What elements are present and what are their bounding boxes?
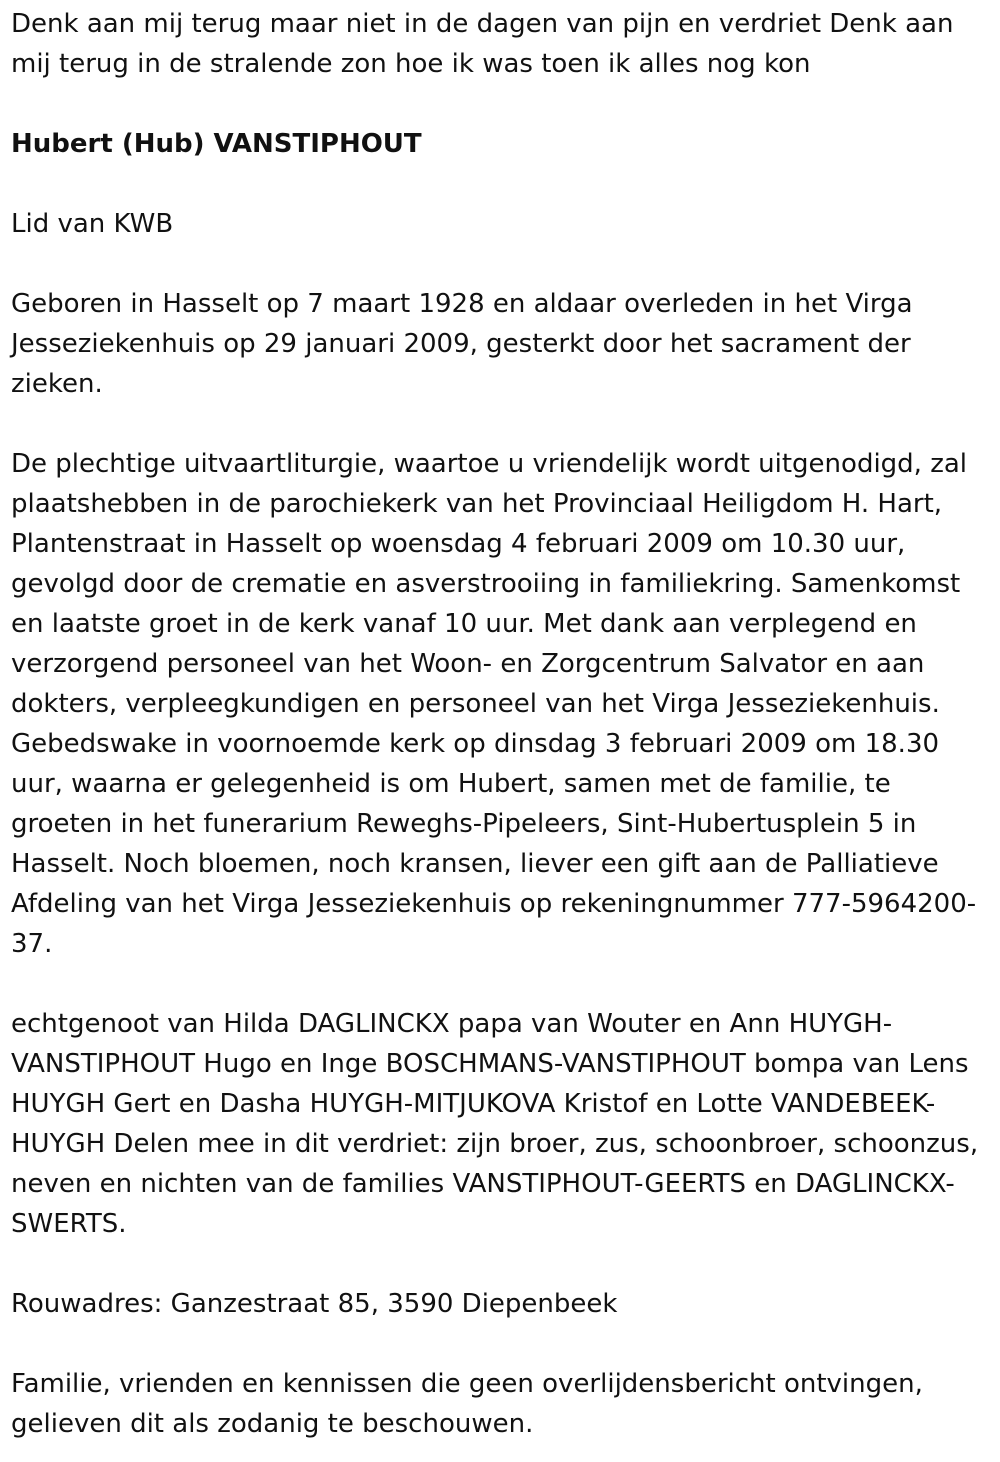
birth-death-paragraph: Geboren in Hasselt op 7 maart 1928 en aldaar overleden in het Virga Jesseziekenhuis op 29 januari 2009, gesterkt door het sacrament der zieken. [11, 289, 913, 399]
deceased-name: Hubert (Hub) VANSTIPHOUT [11, 129, 422, 159]
obituary-document [11, 4, 986, 1444]
family-paragraph: echtgenoot van Hilda DAGLINCKX papa van Wouter en Ann HUYGH-VANSTIPHOUT Hugo en Inge BOSCHMANS-VANSTIPHOUT bompa van Lens HUYGH Gert en Dasha HUYGH-MITJUKOVA Kristof en Lotte VANDEBEEK-HUYGH Delen mee in dit verdriet: zijn broer, zus, schoonbroer, schoonzus, neven en nichten van de families VANSTIPHOUT-GEERTS en DAGLINCKX-SWERTS. [11, 1009, 979, 1239]
funeral-details-paragraph: De plechtige uitvaartliturgie, waartoe u vriendelijk wordt uitgenodigd, zal plaatshebben in de parochiekerk van het Provinciaal Heiligdom H. Hart, Plantenstraat in Hasselt op woensdag 4 februari 2009 om 10.30 uur, gevolgd door de crematie en asverstrooiing in familiekring. Samenkomst en laatste groet in de kerk vanaf 10 uur. Met dank aan verplegend en verzorgend personeel van het Woon- en Zorgcentrum Salvator en aan dokters, verpleegkundigen en personeel van het Virga Jesseziekenhuis. Gebedswake in voornoemde kerk op dinsdag 3 februari 2009 om 18.30 uur, waarna er gelegenheid is om Hubert, samen met de familie, te groeten in het funerarium Reweghs-Pipeleers, Sint-Hubertusplein 5 in Hasselt. Noch bloemen, noch kransen, liever een gift aan de Palliatieve Afdeling van het Virga Jesseziekenhuis op rekeningnummer 777-5964200-37. [11, 449, 977, 959]
poem-paragraph: Denk aan mij terug maar niet in de dagen van pijn en verdriet Denk aan mij terug in de stralende zon hoe ik was toen ik alles nog kon [11, 9, 954, 79]
closing-paragraph: Familie, vrienden en kennissen die geen overlijdensbericht ontvingen, gelieven dit als zodanig te beschouwen. [11, 1369, 923, 1439]
mourning-address: Rouwadres: Ganzestraat 85, 3590 Diepenbeek [11, 1289, 618, 1319]
membership-paragraph: Lid van KWB [11, 209, 174, 239]
